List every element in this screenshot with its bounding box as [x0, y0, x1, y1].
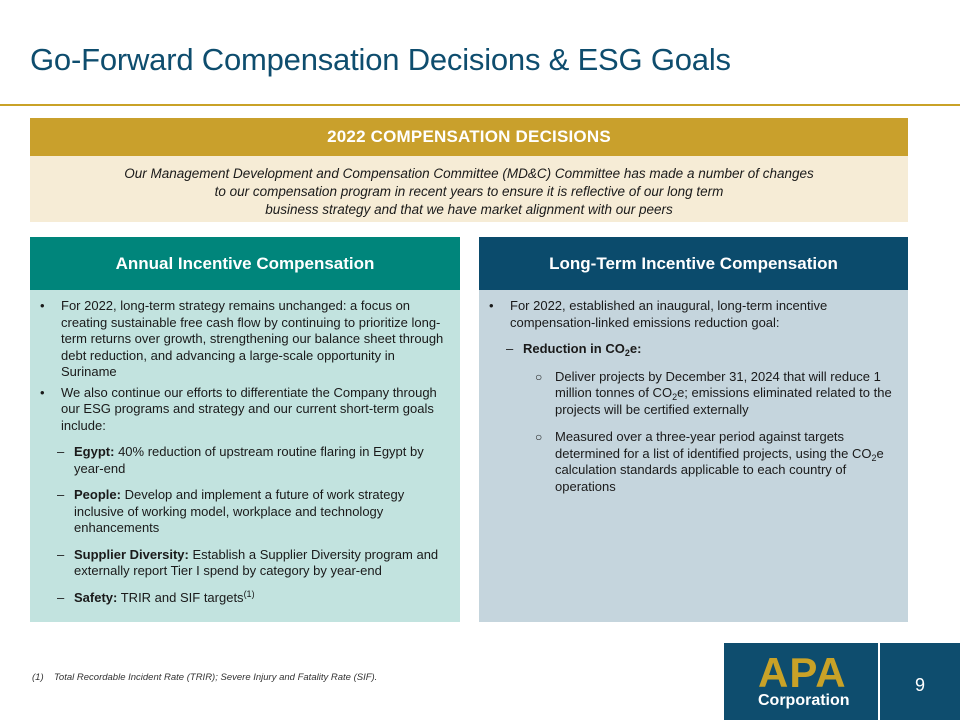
goal-supplier-diversity: [40, 547, 446, 580]
banner-description: [30, 156, 908, 222]
dash-icon: –: [57, 589, 65, 605]
bullet-text: For 2022, established an inaugural, long-term incentive compensation-linked emissions reduction goal:: [510, 298, 828, 330]
circle-bullet-icon: ○: [535, 430, 543, 444]
banner-heading: 2022 COMPENSATION DECISIONS: [30, 118, 908, 156]
goal-people: [40, 487, 446, 537]
footnote-ref: (1): [243, 588, 255, 599]
list-item: ○ Measured over a three-year period against targets determined for a list of identified projects, using the $CO_2e$ calculation standards applicable to each country of operations: [535, 429, 884, 494]
long-term-incentive-panel: [479, 237, 908, 622]
apa-logo: APA: [758, 649, 847, 696]
dash-icon: –: [57, 444, 65, 459]
goal-text: 40% reduction of upstream routine flaring in Egypt by year-end: [74, 444, 424, 476]
bullet-text: We also continue our efforts to differentiate the Company through our ESG programs and strategy and our current short-term goals include:: [61, 384, 437, 433]
goal-egypt: [40, 444, 446, 477]
reduction-label: Reduction in $CO_2e$:: [523, 341, 642, 358]
page-title: Go-Forward Compensation Decisions & ESG Goals: [30, 42, 731, 77]
goal-text: Develop and implement a future of work strategy inclusive of working model, workplace and technology enhancements: [74, 487, 405, 535]
goal-label: Supplier Diversity:: [74, 546, 189, 562]
banner-line: business strategy and that we have market alignment with our peers: [265, 202, 673, 217]
bullet-icon: •: [40, 384, 45, 400]
list-item: [40, 385, 446, 435]
list-item: [40, 298, 446, 381]
list-item: ○ Deliver projects by December 31, 2024 that will reduce 1 million tonnes of $CO_2e$; emissions eliminated related to the projects will be certified externally: [535, 368, 892, 417]
dash-icon: –: [506, 341, 514, 356]
apa-logo-subtitle: Corporation: [758, 692, 850, 709]
goal-text: TRIR and SIF targets: [117, 589, 244, 605]
dash-icon: –: [57, 487, 65, 502]
dash-icon: –: [57, 546, 65, 562]
bullet-icon: •: [40, 298, 45, 313]
long-term-incentive-heading: Long-Term Incentive Compensation: [479, 237, 908, 290]
circle-bullet-icon: ○: [535, 369, 543, 384]
goal-text: Establish a Supplier Diversity program and externally report Tier I spend by category by year-end: [74, 546, 439, 578]
annual-incentive-panel: [30, 237, 460, 622]
banner-line: to our compensation program in recent years to ensure it is reflective of our long term: [214, 184, 724, 199]
title-divider: [0, 104, 960, 106]
bullet-text: For 2022, long-term strategy remains unchanged: a focus on creating sustainable free cash flow by continuing to prioritize long-term returns over growth, strengthening our balance sheet through debt reduction, and advancing a large-scale opportunity in Suriname: [61, 298, 444, 379]
footnote-text: Total Recordable Incident Rate (TRIR); Severe Injury and Fatality Rate (SIF).: [54, 672, 378, 683]
goal-label: People:: [74, 487, 121, 502]
long-term-incentive-body: [479, 290, 908, 495]
banner-line: Our Management Development and Compensation Committee (MD&C) Committee has made a number of changes: [124, 166, 814, 181]
page-number: 9: [914, 675, 925, 695]
goal-label: Safety:: [74, 589, 118, 605]
list-item: [489, 298, 894, 331]
goal-label: Egypt:: [74, 444, 115, 459]
reduction-heading: [489, 341, 894, 358]
footnote-number: (1): [32, 672, 44, 683]
annual-incentive-body: [30, 290, 460, 606]
footnote: [32, 672, 377, 683]
goal-safety: [40, 590, 446, 607]
annual-incentive-heading: Annual Incentive Compensation: [30, 237, 460, 290]
bullet-icon: •: [489, 298, 494, 313]
